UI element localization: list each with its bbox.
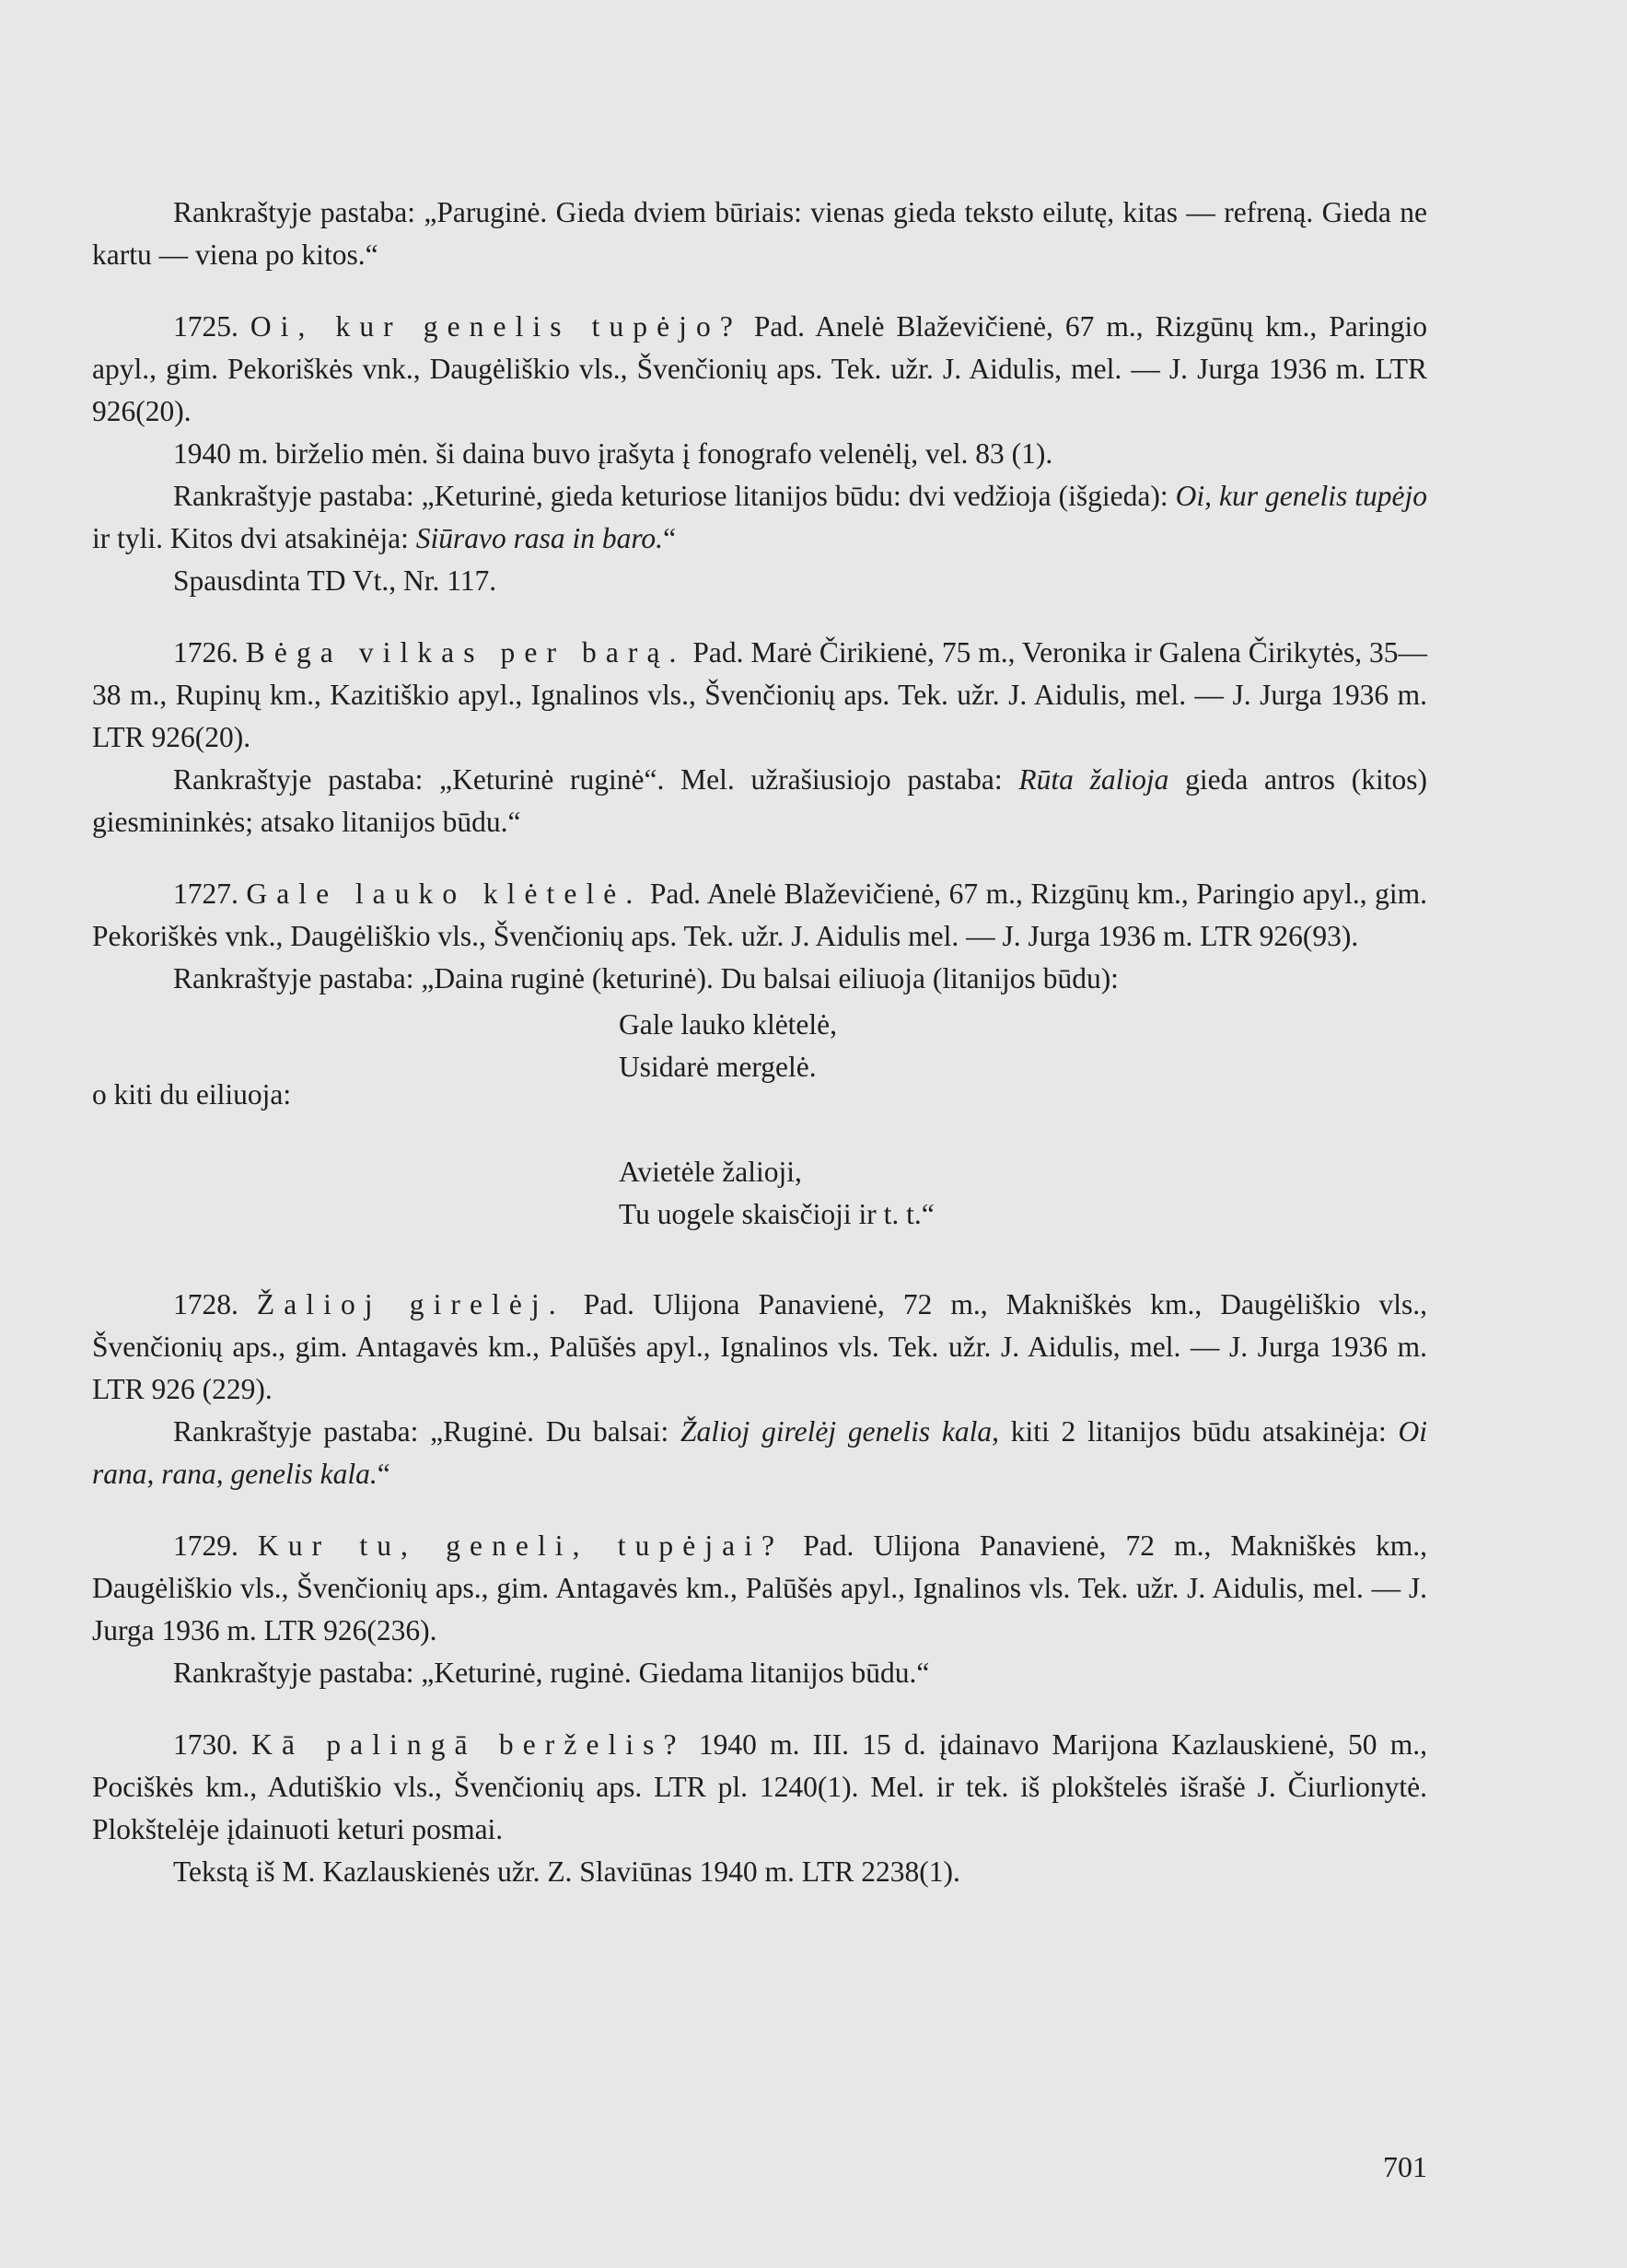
note-italic: Siūravo rasa in baro. [415,522,664,554]
entry-1727-manuscript-note [92,958,1427,1000]
verse-line: Tu uogele skaisčioji ir t. t.“ [619,1198,935,1230]
entry-number: 1725. [173,310,238,343]
song-title: Kā palingā berželis? [251,1728,686,1761]
note-text: Rankraštyje pastaba: „Keturinė, gieda keturiose litanijos būdu: dvi vedžioja (išgieda): [173,480,1176,512]
entry-number: 1727. [173,878,238,910]
entry-1730-text-note [92,1851,1427,1893]
entry-details: Pad. Anelė Blaževičienė, 67 m., Rizgūnų km., Paringio apyl., gim. Pekoriškės vnk., Daugėliškio vls., Švenčionių aps. Tek. užr. J. Aidulis, mel. — J. Jurga 1936 m. LTR 926(20). [92,310,1427,427]
entry-1728 [92,1284,1427,1411]
intro-note-text: Rankraštyje pastaba: „Paruginė. Gieda dviem būriais: vienas gieda teksto eilutę, kitas — refreną. Gieda ne kartu — viena po kitos.“ [92,196,1427,271]
entry-1726-manuscript-note [92,759,1427,843]
note-text: gieda antros (kitos) giesmininkės; atsako litanijos būdu.“ [92,763,1427,838]
note-text: kiti 2 litanijos būdu atsakinėja: [998,1415,1399,1448]
note-italic: Oi, kur genelis tupėjo [1175,480,1427,512]
entry-1730 [92,1724,1427,1851]
note-text: Rankraštyje pastaba: „Daina ruginė (keturinė). Du balsai eiliuoja (litanijos būdu): [173,962,1119,994]
note-text: “ [377,1458,390,1490]
entry-1725-manuscript-note [92,475,1427,560]
song-title: Gale lauko klėtelė. [246,878,643,910]
note-text: “ [663,522,677,554]
entry-details: Pad. Anelė Blaževičienė, 67 m., Rizgūnų km., Paringio apyl., gim. Pekoriškės vnk., Daugėliškio vls., Švenčionių aps. Tek. užr. J. Aidulis mel. — J. Jurga 1936 m. LTR 926(93). [92,878,1427,952]
verse-quote [92,1004,1427,1254]
entry-1725 [92,306,1427,433]
note-italic: Oi rana, rana, genelis kala. [92,1415,1427,1490]
song-title: Bėga vilkas per barą. [245,636,686,669]
note-italic: Rūta žalioja [1018,763,1169,796]
verse-line: Avietėle žalioji, [619,1156,802,1188]
entry-number: 1730. [173,1728,238,1761]
note-text: Rankraštyje pastaba: „Keturinė ruginė“. Mel. užrašiusiojo pastaba: [173,763,1019,796]
page-number: 701 [1383,2150,1427,2183]
entry-1727 [92,873,1427,958]
note-text: Rankraštyje pastaba: „Keturinė, ruginė. Giedama litanijos būdu.“ [173,1657,930,1689]
intro-note [92,192,1427,276]
entry-1726 [92,632,1427,759]
entry-details: 1940 m. III. 15 d. įdainavo Marijona Kazlauskienė, 50 m., Pociškės km., Adutiškio vls., Švenčionių aps. LTR pl. 1240(1). Mel. ir tek. iš plokštelės išrašė J. Čiurlionytė. Plokštelėje įdainuoti keturi posmai. [92,1728,1428,1845]
verse-lead-in: o kiti du eiliuoja: [92,1078,292,1111]
recording-note: 1940 m. birželio mėn. ši daina buvo įrašyta į fonografo velenėlį, vel. 83 (1). [173,437,1053,470]
entry-1729-manuscript-note [92,1652,1427,1694]
page-text [92,192,1427,1893]
publication-note: Spausdinta TD Vt., Nr. 117. [173,564,497,597]
entry-1728-manuscript-note [92,1411,1427,1495]
note-text: ir tyli. Kitos dvi atsakinėja: [92,522,416,554]
entry-number: 1729. [173,1529,238,1562]
song-title: Oi, kur genelis tupėjo? [250,310,742,343]
note-text: Rankraštyje pastaba: „Ruginė. Du balsai: [173,1415,681,1448]
entry-1725-recording [92,433,1427,475]
entry-number: 1728. [173,1288,238,1320]
entry-details: Pad. Ulijona Panavienė, 72 m., Makniškės km., Daugėliškio vls., Švenčionių aps., gim. Antagavės km., Palūšės apyl., Ignalinos vls. Tek. užr. J. Aidulis, mel. — J. Jurga 1936 m. LTR 926(236). [92,1529,1428,1646]
verse-line: Gale lauko klėtelė, [619,1008,838,1041]
entry-1725-published [92,560,1427,602]
entry-details: Pad. Ulijona Panavienė, 72 m., Makniškės km., Daugėliškio vls., Švenčionių aps., gim. Antagavės km., Palūšės apyl., Ignalinos vls. Tek. užr. J. Aidulis, mel. — J. Jurga 1936 m. LTR 926 (229). [92,1288,1428,1405]
song-title: Žalioj girelėj. [256,1288,565,1320]
song-title: Kur tu, geneli, tupėjai? [257,1529,784,1562]
verse-line: Usidarė mergelė. [619,1051,817,1083]
entry-1729 [92,1525,1427,1652]
entry-number: 1726. [173,636,238,669]
verse-stanza-2 [619,1151,935,1236]
note-text: Tekstą iš M. Kazlauskienės užr. Z. Slaviūnas 1940 m. LTR 2238(1). [173,1855,960,1888]
entry-details: Pad. Marė Čirikienė, 75 m., Veronika ir Galena Čirikytės, 35—38 m., Rupinų km., Kazitiškio apyl., Ignalinos vls., Švenčionių aps. Tek. užr. J. Aidulis, mel. — J. Jurga 1936 m. LTR 926(20). [92,636,1427,753]
note-italic: Žalioj girelėj genelis kala, [680,1415,999,1448]
verse-stanza-1 [619,1004,837,1088]
